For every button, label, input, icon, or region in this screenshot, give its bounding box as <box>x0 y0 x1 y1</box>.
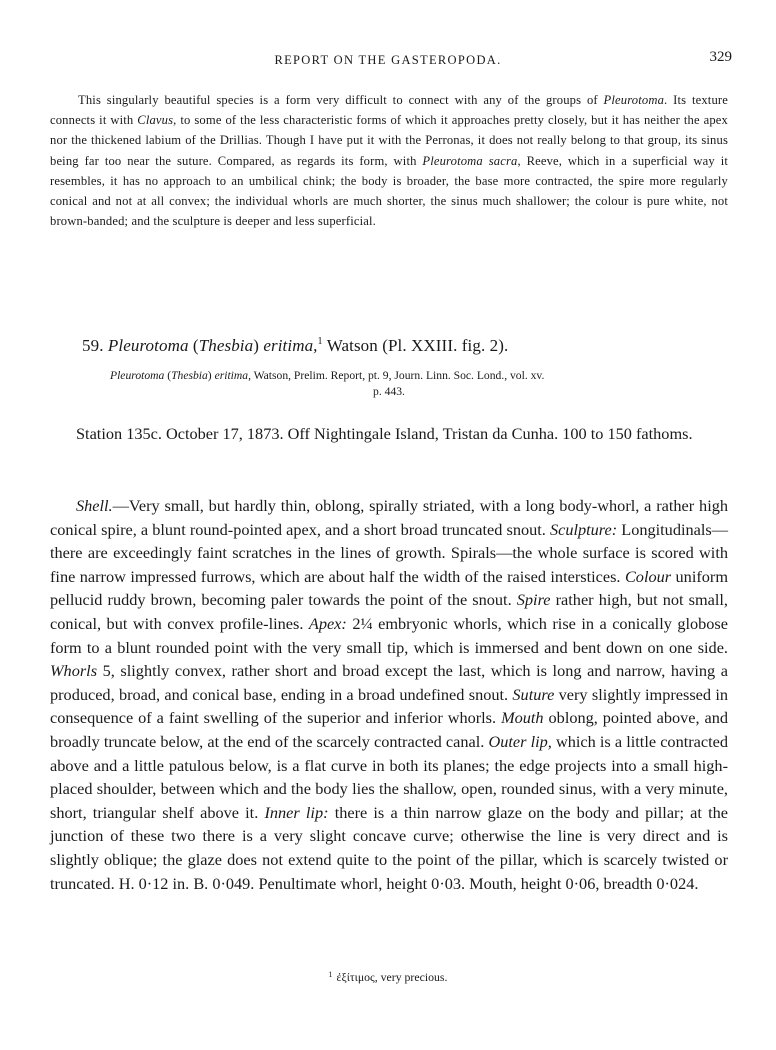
species-citation: Pleurotoma (Thesbia) eritima, Watson, Prelim. Report, pt. 9, Journ. Linn. Soc. Lond., vol. xv. p. 443. <box>110 368 728 400</box>
species-genus: Pleurotoma <box>107 336 189 355</box>
label-colour: Colour <box>624 566 672 586</box>
intro-paragraph <box>50 90 728 231</box>
species-epithet: eritima, <box>263 336 318 355</box>
running-header-title: REPORT ON THE GASTEROPODA. <box>274 53 502 67</box>
citation-subgenus: Thesbia <box>171 369 208 382</box>
citation-epithet: eritima <box>214 369 249 382</box>
text-whorls: 5, slightly convex, rather short and broad except the last, which is long and narrow, having a produced, broad, and conical base, ending in a broad undefined snout. <box>50 661 728 704</box>
intro-italic-pleurotoma-sacra: Pleurotoma sacra <box>422 153 518 168</box>
text-shell: —Very small, but hardly thin, oblong, spirally striated, with a long body-whorl, a rather high conical spire, a blunt round-pointed apex, and a short broad truncated snout. <box>50 496 728 539</box>
text-apex: 2¼ embryonic whorls, which rise in a conically globose form to a blunt rounded point with the very small tip, which is immersed and bent down on one side. <box>50 613 728 657</box>
intro-italic-pleurotoma: Pleurotoma <box>603 93 665 107</box>
text-spire: rather high, but not small, conical, but with convex profile-lines. <box>50 590 729 633</box>
text-outer-lip: which is a little contracted above and a little patulous below, is a flat curve in both its planes; the edge projects into a small high-placed shoulder, between which and the body lies the shallow, open, rounded sinus, with a very minute, short, triangular shelf above it. <box>50 731 728 822</box>
citation-page: p. 443. <box>373 385 405 398</box>
text-mouth: oblong, pointed above, and broadly truncate below, at the end of the scarcely contracted canal. <box>50 708 729 751</box>
label-spire: Spire <box>516 590 551 610</box>
intro-text-4: , Reeve, which in a superficial way it resembles, it has no approach to an umbilical chink; the body is broader, the base more contracted, the spire more regularly conical and not at all convex; the individual whorls are much shorter, the sinus much shallower; the colour is pure white, not brown-banded; and the sculpture is deeper and less superficial. <box>50 153 728 229</box>
text-sculpture: Longitudinals—there are exceedingly faint scratches in the lines of growth. Spirals—the whole surface is scored with fine narrow impressed furrows, which are about half the width of the raised interstices. <box>50 519 728 586</box>
species-subgenus: Thesbia <box>198 336 254 355</box>
label-shell: Shell. <box>76 496 113 515</box>
label-outer-lip: Outer lip, <box>488 731 552 751</box>
species-heading: 59. Pleurotoma (Thesbia) eritima,$^1$ Watson (Pl. XXIII. fig. 2). <box>82 336 509 355</box>
label-mouth: Mouth <box>501 708 544 728</box>
citation-text: , Watson, Prelim. Report, pt. 9, Journ. Linn. Soc. Lond., vol. xv. <box>248 369 545 382</box>
station-text: Station 135c. October 17, 1873. Off Nightingale Island, Tristan da Cunha. 100 to 150 fathoms. <box>76 424 693 443</box>
label-apex: Apex: <box>308 613 347 633</box>
footnote-text: ἐξίτιμος, very precious. <box>336 970 448 984</box>
description-paragraph <box>50 494 728 895</box>
text-colour: uniform pellucid ruddy brown, becoming paler towards the point of the snout. <box>50 566 728 610</box>
label-whorls: Whorls <box>50 661 98 681</box>
species-author-reference: Watson (Pl. XXIII. fig. 2). <box>326 336 509 355</box>
text-suture: very slightly impressed in consequence of a faint swelling of the superior and inferior whorls. <box>50 684 728 728</box>
footnote-reference: 1 <box>317 336 323 347</box>
species-number: 59. <box>82 336 104 355</box>
label-inner-lip: Inner lip: <box>264 802 329 822</box>
intro-text-1: This singularly beautiful species is a form very difficult to connect with any of the groups of <box>78 93 604 107</box>
label-sculpture: Sculpture: <box>549 519 618 539</box>
text-inner-lip: there is a thin narrow glaze on the body and pillar; at the junction of these two there is a very slight concave curve; otherwise the line is very direct and is slightly oblique; the glaze does not extend quite to the point of the pillar, which is scarcely twisted or truncated. H. 0·12 in. B. 0·049. Penultimate whorl, height 0·03. Mouth, height 0·06, breadth 0·024. <box>50 802 728 893</box>
intro-text-2: . Its texture connects it with <box>50 93 728 128</box>
footnote-mark: 1 <box>328 970 333 979</box>
footnote <box>0 970 776 985</box>
intro-italic-clavus: Clavus <box>137 113 174 128</box>
intro-text-3: , to some of the less characteristic forms of which it approaches pretty closely, but it has neither the apex nor the thickened labium of the Drillias. Though I have put it with the Perronas, it does not really belong to that group, its sinus being far too near the suture. Compared, as regards its form, with <box>50 113 728 168</box>
citation-genus: Pleurotoma <box>110 369 165 382</box>
page-number: 329 <box>709 49 732 65</box>
station-paragraph <box>50 422 728 446</box>
label-suture: Suture <box>512 684 555 704</box>
